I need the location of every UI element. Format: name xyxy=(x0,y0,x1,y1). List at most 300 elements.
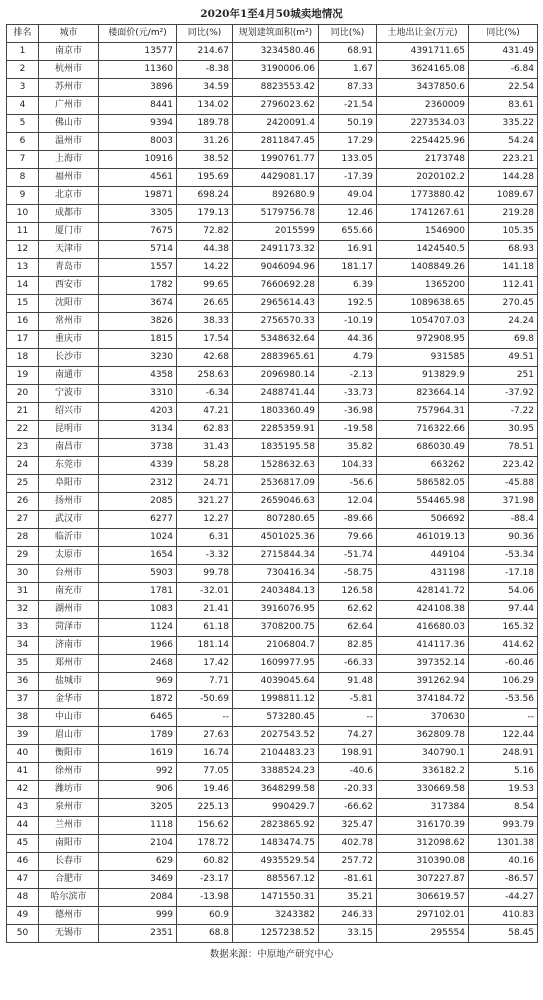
cell-planned-area: 2096980.14 xyxy=(233,367,319,385)
table-row xyxy=(7,457,538,475)
cell-floor-price: 4339 xyxy=(99,457,177,475)
cell-land-revenue: 823664.14 xyxy=(377,385,469,403)
cell-city: 宁波市 xyxy=(39,385,99,403)
table-row xyxy=(7,799,538,817)
cell-planned-area: 8823553.42 xyxy=(233,79,319,97)
cell-city: 郑州市 xyxy=(39,655,99,673)
cell-city: 南京市 xyxy=(39,43,99,61)
table-row xyxy=(7,835,538,853)
cell-land-revenue-yoy: 335.22 xyxy=(469,115,538,133)
cell-city: 重庆市 xyxy=(39,331,99,349)
table-row xyxy=(7,853,538,871)
cell-rank: 39 xyxy=(7,727,39,745)
cell-land-revenue-yoy: 19.53 xyxy=(469,781,538,799)
cell-land-revenue: 397352.14 xyxy=(377,655,469,673)
cell-floor-price: 629 xyxy=(99,853,177,871)
cell-planned-area-yoy: 257.72 xyxy=(319,853,377,871)
cell-floor-price: 3896 xyxy=(99,79,177,97)
cell-floor-price: 969 xyxy=(99,673,177,691)
cell-planned-area-yoy: 133.05 xyxy=(319,151,377,169)
cell-city: 广州市 xyxy=(39,97,99,115)
cell-planned-area: 730416.34 xyxy=(233,565,319,583)
cell-land-revenue-yoy: 90.36 xyxy=(469,529,538,547)
cell-floor-price-yoy: 38.33 xyxy=(177,313,233,331)
cell-land-revenue: 316170.39 xyxy=(377,817,469,835)
cell-floor-price: 1557 xyxy=(99,259,177,277)
cell-planned-area-yoy: 655.66 xyxy=(319,223,377,241)
cell-floor-price-yoy: 44.38 xyxy=(177,241,233,259)
cell-floor-price: 3826 xyxy=(99,313,177,331)
cell-planned-area: 2027543.52 xyxy=(233,727,319,745)
table-row xyxy=(7,223,538,241)
cell-floor-price-yoy: 156.62 xyxy=(177,817,233,835)
cell-land-revenue: 1424540.5 xyxy=(377,241,469,259)
cell-planned-area-yoy: 12.46 xyxy=(319,205,377,223)
cell-planned-area: 1471550.31 xyxy=(233,889,319,907)
cell-land-revenue-yoy: 106.29 xyxy=(469,673,538,691)
cell-land-revenue-yoy: -86.57 xyxy=(469,871,538,889)
cell-floor-price-yoy: -- xyxy=(177,709,233,727)
cell-planned-area: 2965614.43 xyxy=(233,295,319,313)
cell-planned-area-yoy: 35.82 xyxy=(319,439,377,457)
cell-land-revenue: 931585 xyxy=(377,349,469,367)
cell-planned-area-yoy: 62.62 xyxy=(319,601,377,619)
table-row xyxy=(7,889,538,907)
table-row xyxy=(7,205,538,223)
cell-land-revenue-yoy: -37.92 xyxy=(469,385,538,403)
table-row xyxy=(7,511,538,529)
cell-planned-area: 3648299.58 xyxy=(233,781,319,799)
cell-planned-area-yoy: -5.81 xyxy=(319,691,377,709)
cell-rank: 35 xyxy=(7,655,39,673)
cell-planned-area-yoy: 181.17 xyxy=(319,259,377,277)
cell-land-revenue: 3624165.08 xyxy=(377,61,469,79)
table-row xyxy=(7,673,538,691)
cell-floor-price: 3674 xyxy=(99,295,177,313)
cell-rank: 40 xyxy=(7,745,39,763)
cell-floor-price-yoy: 321.27 xyxy=(177,493,233,511)
cell-city: 济南市 xyxy=(39,637,99,655)
cell-planned-area: 3243382 xyxy=(233,907,319,925)
cell-rank: 1 xyxy=(7,43,39,61)
cell-land-revenue-yoy: -7.22 xyxy=(469,403,538,421)
table-row xyxy=(7,421,538,439)
cell-rank: 34 xyxy=(7,637,39,655)
cell-rank: 22 xyxy=(7,421,39,439)
cell-floor-price: 1654 xyxy=(99,547,177,565)
cell-floor-price-yoy: 179.13 xyxy=(177,205,233,223)
cell-city: 潍坊市 xyxy=(39,781,99,799)
cell-land-revenue-yoy: 78.51 xyxy=(469,439,538,457)
cell-planned-area: 807280.65 xyxy=(233,511,319,529)
cell-land-revenue-yoy: 24.24 xyxy=(469,313,538,331)
cell-rank: 26 xyxy=(7,493,39,511)
cell-floor-price-yoy: 60.9 xyxy=(177,907,233,925)
cell-city: 德州市 xyxy=(39,907,99,925)
cell-planned-area-yoy: -51.74 xyxy=(319,547,377,565)
cell-city: 西安市 xyxy=(39,277,99,295)
table-row xyxy=(7,817,538,835)
cell-land-revenue: 554465.98 xyxy=(377,493,469,511)
cell-land-revenue: 2173748 xyxy=(377,151,469,169)
cell-rank: 49 xyxy=(7,907,39,925)
cell-floor-price-yoy: 58.28 xyxy=(177,457,233,475)
cell-city: 扬州市 xyxy=(39,493,99,511)
cell-land-revenue-yoy: 141.18 xyxy=(469,259,538,277)
cell-rank: 30 xyxy=(7,565,39,583)
cell-rank: 33 xyxy=(7,619,39,637)
cell-floor-price: 906 xyxy=(99,781,177,799)
cell-floor-price-yoy: 14.22 xyxy=(177,259,233,277)
cell-land-revenue: 307227.87 xyxy=(377,871,469,889)
cell-rank: 48 xyxy=(7,889,39,907)
cell-floor-price-yoy: 698.24 xyxy=(177,187,233,205)
cell-rank: 46 xyxy=(7,853,39,871)
cell-city: 临沂市 xyxy=(39,529,99,547)
cell-planned-area: 1990761.77 xyxy=(233,151,319,169)
cell-rank: 41 xyxy=(7,763,39,781)
cell-floor-price: 992 xyxy=(99,763,177,781)
cell-floor-price-yoy: 6.31 xyxy=(177,529,233,547)
cell-planned-area: 1483474.75 xyxy=(233,835,319,853)
cell-floor-price: 1118 xyxy=(99,817,177,835)
cell-floor-price-yoy: -6.34 xyxy=(177,385,233,403)
cell-land-revenue: 1773880.42 xyxy=(377,187,469,205)
cell-floor-price: 1083 xyxy=(99,601,177,619)
cell-rank: 29 xyxy=(7,547,39,565)
cell-rank: 21 xyxy=(7,403,39,421)
cell-floor-price-yoy: 12.27 xyxy=(177,511,233,529)
cell-city: 天津市 xyxy=(39,241,99,259)
cell-floor-price-yoy: 16.74 xyxy=(177,745,233,763)
cell-floor-price: 1619 xyxy=(99,745,177,763)
cell-floor-price-yoy: 17.54 xyxy=(177,331,233,349)
cell-rank: 50 xyxy=(7,925,39,943)
cell-city: 衡阳市 xyxy=(39,745,99,763)
cell-floor-price-yoy: 42.68 xyxy=(177,349,233,367)
cell-city: 泉州市 xyxy=(39,799,99,817)
cell-planned-area: 2285359.91 xyxy=(233,421,319,439)
cell-planned-area-yoy: 1.67 xyxy=(319,61,377,79)
cell-rank: 37 xyxy=(7,691,39,709)
cell-planned-area: 1835195.58 xyxy=(233,439,319,457)
cell-rank: 18 xyxy=(7,349,39,367)
cell-planned-area-yoy: 325.47 xyxy=(319,817,377,835)
cell-land-revenue-yoy: 251 xyxy=(469,367,538,385)
table-row xyxy=(7,583,538,601)
cell-planned-area-yoy: 87.33 xyxy=(319,79,377,97)
cell-planned-area-yoy: 74.27 xyxy=(319,727,377,745)
cell-floor-price: 8441 xyxy=(99,97,177,115)
cell-floor-price-yoy: 34.59 xyxy=(177,79,233,97)
cell-land-revenue: 310390.08 xyxy=(377,853,469,871)
table-row xyxy=(7,61,538,79)
table-row xyxy=(7,385,538,403)
cell-land-revenue: 449104 xyxy=(377,547,469,565)
cell-planned-area: 3916076.95 xyxy=(233,601,319,619)
cell-planned-area-yoy: 79.66 xyxy=(319,529,377,547)
cell-planned-area-yoy: -2.13 xyxy=(319,367,377,385)
cell-city: 徐州市 xyxy=(39,763,99,781)
cell-land-revenue: 2020102.2 xyxy=(377,169,469,187)
cell-floor-price-yoy: 134.02 xyxy=(177,97,233,115)
cell-land-revenue-yoy: 270.45 xyxy=(469,295,538,313)
header-land-revenue: 土地出让金(万元) xyxy=(377,25,469,43)
cell-planned-area-yoy: 198.91 xyxy=(319,745,377,763)
cell-planned-area: 2659046.63 xyxy=(233,493,319,511)
cell-planned-area-yoy: -81.61 xyxy=(319,871,377,889)
cell-land-revenue-yoy: 1301.38 xyxy=(469,835,538,853)
table-row xyxy=(7,925,538,943)
cell-land-revenue: 2254425.96 xyxy=(377,133,469,151)
cell-land-revenue-yoy: 58.45 xyxy=(469,925,538,943)
cell-floor-price: 2468 xyxy=(99,655,177,673)
cell-floor-price-yoy: 26.65 xyxy=(177,295,233,313)
cell-rank: 43 xyxy=(7,799,39,817)
cell-land-revenue-yoy: 1089.67 xyxy=(469,187,538,205)
cell-floor-price: 2351 xyxy=(99,925,177,943)
table-row xyxy=(7,727,538,745)
cell-planned-area-yoy: 62.64 xyxy=(319,619,377,637)
table-row xyxy=(7,259,538,277)
cell-floor-price-yoy: 38.52 xyxy=(177,151,233,169)
cell-planned-area-yoy: -21.54 xyxy=(319,97,377,115)
cell-land-revenue: 306619.57 xyxy=(377,889,469,907)
cell-land-revenue: 330669.58 xyxy=(377,781,469,799)
cell-land-revenue: 414117.36 xyxy=(377,637,469,655)
cell-land-revenue: 1408849.26 xyxy=(377,259,469,277)
cell-land-revenue-yoy: 371.98 xyxy=(469,493,538,511)
cell-floor-price-yoy: 24.71 xyxy=(177,475,233,493)
cell-city: 菏泽市 xyxy=(39,619,99,637)
cell-land-revenue-yoy: 122.44 xyxy=(469,727,538,745)
cell-land-revenue: 1089638.65 xyxy=(377,295,469,313)
cell-floor-price: 1781 xyxy=(99,583,177,601)
cell-planned-area-yoy: 192.5 xyxy=(319,295,377,313)
cell-planned-area: 2536817.09 xyxy=(233,475,319,493)
cell-land-revenue-yoy: 993.79 xyxy=(469,817,538,835)
cell-land-revenue-yoy: 69.8 xyxy=(469,331,538,349)
cell-floor-price: 1815 xyxy=(99,331,177,349)
header-planned-area: 规划建筑面积(m²) xyxy=(233,25,319,43)
cell-floor-price-yoy: 68.8 xyxy=(177,925,233,943)
cell-rank: 24 xyxy=(7,457,39,475)
cell-planned-area: 2104483.23 xyxy=(233,745,319,763)
cell-planned-area-yoy: 50.19 xyxy=(319,115,377,133)
cell-floor-price-yoy: -23.17 xyxy=(177,871,233,889)
land-sales-table xyxy=(6,24,538,943)
cell-rank: 31 xyxy=(7,583,39,601)
cell-planned-area: 892680.9 xyxy=(233,187,319,205)
table-title: 2020年1至4月50城卖地情况 xyxy=(200,8,343,20)
header-planned-area-yoy: 同比(%) xyxy=(319,25,377,43)
cell-planned-area-yoy: -58.75 xyxy=(319,565,377,583)
header-land-revenue-yoy: 同比(%) xyxy=(469,25,538,43)
cell-land-revenue-yoy: 97.44 xyxy=(469,601,538,619)
cell-planned-area: 2883965.61 xyxy=(233,349,319,367)
table-row xyxy=(7,349,538,367)
cell-land-revenue: 1741267.61 xyxy=(377,205,469,223)
table-row xyxy=(7,745,538,763)
cell-planned-area: 4429081.17 xyxy=(233,169,319,187)
cell-land-revenue: 1054707.03 xyxy=(377,313,469,331)
table-row xyxy=(7,43,538,61)
cell-planned-area-yoy: 16.91 xyxy=(319,241,377,259)
table-row xyxy=(7,655,538,673)
cell-floor-price-yoy: -32.01 xyxy=(177,583,233,601)
cell-city: 中山市 xyxy=(39,709,99,727)
cell-rank: 6 xyxy=(7,133,39,151)
cell-planned-area: 3190006.06 xyxy=(233,61,319,79)
cell-rank: 36 xyxy=(7,673,39,691)
table-row xyxy=(7,871,538,889)
cell-rank: 9 xyxy=(7,187,39,205)
cell-planned-area: 2823865.92 xyxy=(233,817,319,835)
cell-planned-area: 885567.12 xyxy=(233,871,319,889)
cell-rank: 19 xyxy=(7,367,39,385)
table-row xyxy=(7,529,538,547)
cell-land-revenue: 506692 xyxy=(377,511,469,529)
cell-floor-price: 3310 xyxy=(99,385,177,403)
cell-land-revenue-yoy: -6.84 xyxy=(469,61,538,79)
header-row xyxy=(7,25,538,43)
table-row xyxy=(7,475,538,493)
cell-planned-area-yoy: -17.39 xyxy=(319,169,377,187)
cell-floor-price: 3305 xyxy=(99,205,177,223)
cell-floor-price: 8003 xyxy=(99,133,177,151)
cell-planned-area-yoy: -20.33 xyxy=(319,781,377,799)
cell-land-revenue: 336182.2 xyxy=(377,763,469,781)
cell-floor-price: 4561 xyxy=(99,169,177,187)
cell-land-revenue-yoy: 165.32 xyxy=(469,619,538,637)
table-row xyxy=(7,313,538,331)
cell-city: 阜阳市 xyxy=(39,475,99,493)
cell-rank: 3 xyxy=(7,79,39,97)
cell-planned-area-yoy: -33.73 xyxy=(319,385,377,403)
cell-land-revenue-yoy: -60.46 xyxy=(469,655,538,673)
cell-city: 青岛市 xyxy=(39,259,99,277)
table-row xyxy=(7,565,538,583)
cell-planned-area: 2811847.45 xyxy=(233,133,319,151)
cell-floor-price: 6465 xyxy=(99,709,177,727)
cell-floor-price-yoy: 99.65 xyxy=(177,277,233,295)
cell-rank: 45 xyxy=(7,835,39,853)
table-row xyxy=(7,781,538,799)
cell-planned-area-yoy: 44.36 xyxy=(319,331,377,349)
cell-land-revenue-yoy: -45.88 xyxy=(469,475,538,493)
cell-land-revenue-yoy: 410.83 xyxy=(469,907,538,925)
cell-land-revenue-yoy: -88.4 xyxy=(469,511,538,529)
table-row xyxy=(7,403,538,421)
cell-rank: 47 xyxy=(7,871,39,889)
cell-planned-area-yoy: 33.15 xyxy=(319,925,377,943)
cell-land-revenue-yoy: 68.93 xyxy=(469,241,538,259)
cell-city: 南通市 xyxy=(39,367,99,385)
cell-planned-area: 573280.45 xyxy=(233,709,319,727)
cell-planned-area-yoy: 12.04 xyxy=(319,493,377,511)
cell-floor-price-yoy: 61.18 xyxy=(177,619,233,637)
cell-land-revenue: 297102.01 xyxy=(377,907,469,925)
cell-land-revenue-yoy: -44.27 xyxy=(469,889,538,907)
cell-floor-price-yoy: 258.63 xyxy=(177,367,233,385)
cell-floor-price: 1966 xyxy=(99,637,177,655)
cell-land-revenue: 428141.72 xyxy=(377,583,469,601)
cell-rank: 17 xyxy=(7,331,39,349)
cell-planned-area: 2106804.7 xyxy=(233,637,319,655)
table-row xyxy=(7,439,538,457)
cell-rank: 7 xyxy=(7,151,39,169)
cell-land-revenue: 431198 xyxy=(377,565,469,583)
cell-city: 武汉市 xyxy=(39,511,99,529)
cell-floor-price: 2312 xyxy=(99,475,177,493)
cell-floor-price-yoy: 189.78 xyxy=(177,115,233,133)
cell-city: 佛山市 xyxy=(39,115,99,133)
cell-planned-area-yoy: 246.33 xyxy=(319,907,377,925)
cell-planned-area: 2420091.4 xyxy=(233,115,319,133)
cell-floor-price-yoy: 178.72 xyxy=(177,835,233,853)
cell-land-revenue-yoy: 40.16 xyxy=(469,853,538,871)
cell-city: 哈尔滨市 xyxy=(39,889,99,907)
cell-land-revenue-yoy: 223.42 xyxy=(469,457,538,475)
cell-planned-area-yoy: 91.48 xyxy=(319,673,377,691)
table-row xyxy=(7,367,538,385)
cell-floor-price-yoy: -50.69 xyxy=(177,691,233,709)
cell-planned-area: 3234580.46 xyxy=(233,43,319,61)
cell-rank: 8 xyxy=(7,169,39,187)
cell-planned-area: 4039045.64 xyxy=(233,673,319,691)
cell-floor-price: 7675 xyxy=(99,223,177,241)
cell-land-revenue-yoy: 431.49 xyxy=(469,43,538,61)
cell-planned-area: 5179756.78 xyxy=(233,205,319,223)
cell-rank: 15 xyxy=(7,295,39,313)
table-row xyxy=(7,907,538,925)
cell-floor-price: 2084 xyxy=(99,889,177,907)
table-row xyxy=(7,295,538,313)
cell-rank: 27 xyxy=(7,511,39,529)
cell-land-revenue: 362809.78 xyxy=(377,727,469,745)
cell-city: 北京市 xyxy=(39,187,99,205)
cell-planned-area-yoy: -10.19 xyxy=(319,313,377,331)
cell-planned-area-yoy: 68.91 xyxy=(319,43,377,61)
cell-land-revenue: 312098.62 xyxy=(377,835,469,853)
cell-planned-area-yoy: 126.58 xyxy=(319,583,377,601)
cell-land-revenue: 295554 xyxy=(377,925,469,943)
cell-rank: 38 xyxy=(7,709,39,727)
cell-land-revenue-yoy: 105.35 xyxy=(469,223,538,241)
cell-floor-price-yoy: 21.41 xyxy=(177,601,233,619)
cell-land-revenue: 663262 xyxy=(377,457,469,475)
cell-land-revenue: 716322.66 xyxy=(377,421,469,439)
cell-floor-price-yoy: 181.14 xyxy=(177,637,233,655)
cell-land-revenue: 2360009 xyxy=(377,97,469,115)
cell-floor-price-yoy: 77.05 xyxy=(177,763,233,781)
cell-city: 南昌市 xyxy=(39,439,99,457)
cell-city: 南阳市 xyxy=(39,835,99,853)
cell-land-revenue: 1546900 xyxy=(377,223,469,241)
cell-planned-area: 2491173.32 xyxy=(233,241,319,259)
cell-city: 金华市 xyxy=(39,691,99,709)
cell-planned-area: 2488741.44 xyxy=(233,385,319,403)
cell-city: 盐城市 xyxy=(39,673,99,691)
cell-land-revenue: 586582.05 xyxy=(377,475,469,493)
cell-planned-area-yoy: -66.33 xyxy=(319,655,377,673)
table-row xyxy=(7,169,538,187)
cell-floor-price: 1789 xyxy=(99,727,177,745)
cell-land-revenue: 461019.13 xyxy=(377,529,469,547)
header-rank: 排名 xyxy=(7,25,39,43)
cell-floor-price: 2085 xyxy=(99,493,177,511)
cell-planned-area: 3388524.23 xyxy=(233,763,319,781)
